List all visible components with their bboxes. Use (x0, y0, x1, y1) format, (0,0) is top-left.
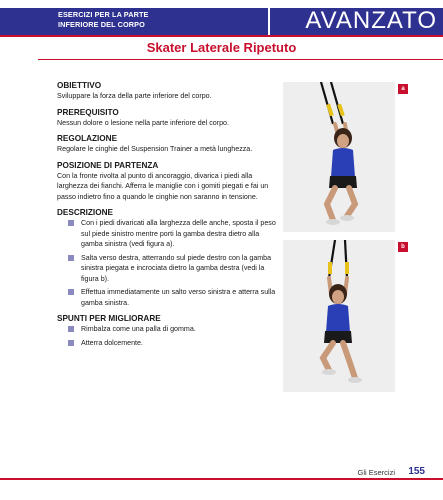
figure-b-label: b (398, 242, 408, 252)
exercise-text (57, 80, 279, 351)
list-item: Salta verso destra, atterrando sul piede destro con la gamba sinistra piegata e incrociata dietro la gamba destra (vedi la figura b). (57, 253, 279, 285)
bullet-square-icon (68, 289, 74, 295)
list-item: Effettua immediatamente un salto verso sinistra e atterra sulla gamba sinistra. (57, 287, 279, 308)
list-item: Rimbalza come una palla di gomma. (57, 324, 279, 335)
page-margin (0, 60, 38, 500)
figure-a-photo (283, 82, 395, 232)
difficulty-level: AVANZATO (305, 7, 437, 34)
figure-a-label: a (398, 84, 408, 94)
athlete-illustration-a (283, 82, 395, 232)
heading-regolazione: REGOLAZIONE (57, 134, 118, 143)
chapter-header-bar (0, 8, 443, 35)
footer-chapter-label: Gli Esercizi (357, 468, 395, 477)
list-item: Atterra dolcemente. (57, 338, 279, 349)
text-obiettivo: Sviluppare la forza della parte inferiore del corpo. (57, 92, 212, 100)
header-rule (0, 35, 443, 37)
heading-posizione: POSIZIONE DI PARTENZA (57, 160, 159, 170)
bullet-square-icon (68, 326, 74, 332)
list-descrizione (57, 218, 279, 308)
bullet-square-icon (68, 340, 74, 346)
list-item: Con i piedi divaricati alla larghezza delle anche, sposta il peso sul piede sinistro mentre porti la gamba destra dietro alla gamba sinistra (vedi figura a). (57, 218, 279, 250)
heading-descrizione: DESCRIZIONE (57, 208, 113, 217)
exercise-title: Skater Laterale Ripetuto (146, 40, 297, 55)
bullet-square-icon (68, 220, 74, 226)
bullet-square-icon (68, 255, 74, 261)
heading-spunti: SPUNTI PER MIGLIORARE (57, 314, 161, 323)
heading-prerequisito: PREREQUISITO (57, 107, 119, 117)
header-divider (268, 8, 270, 35)
heading-obiettivo: OBIETTIVO (57, 81, 102, 90)
footer-rule (0, 478, 443, 480)
text-prerequisito: Nessun dolore o lesione nella parte inferiore del corpo. (57, 118, 229, 127)
figure-b-photo (283, 240, 395, 392)
text-regolazione: Regolare le cinghie del Suspension Trainer a metà lunghezza. (57, 145, 253, 153)
title-rule (38, 59, 443, 60)
list-spunti (57, 324, 279, 348)
athlete-illustration-b (283, 240, 395, 392)
page-number: 155 (408, 466, 425, 477)
section-label: ESERCIZI PER LA PARTE INFERIORE DEL CORPO (58, 10, 149, 29)
text-posizione: Con la fronte rivolta al punto di ancoraggio, divarica i piedi alla larghezza dei fianchi. Afferra le maniglie con i gomiti piegati e fai un passo indietro fino a quando le cinghie non saranno in tensione. (57, 171, 269, 201)
